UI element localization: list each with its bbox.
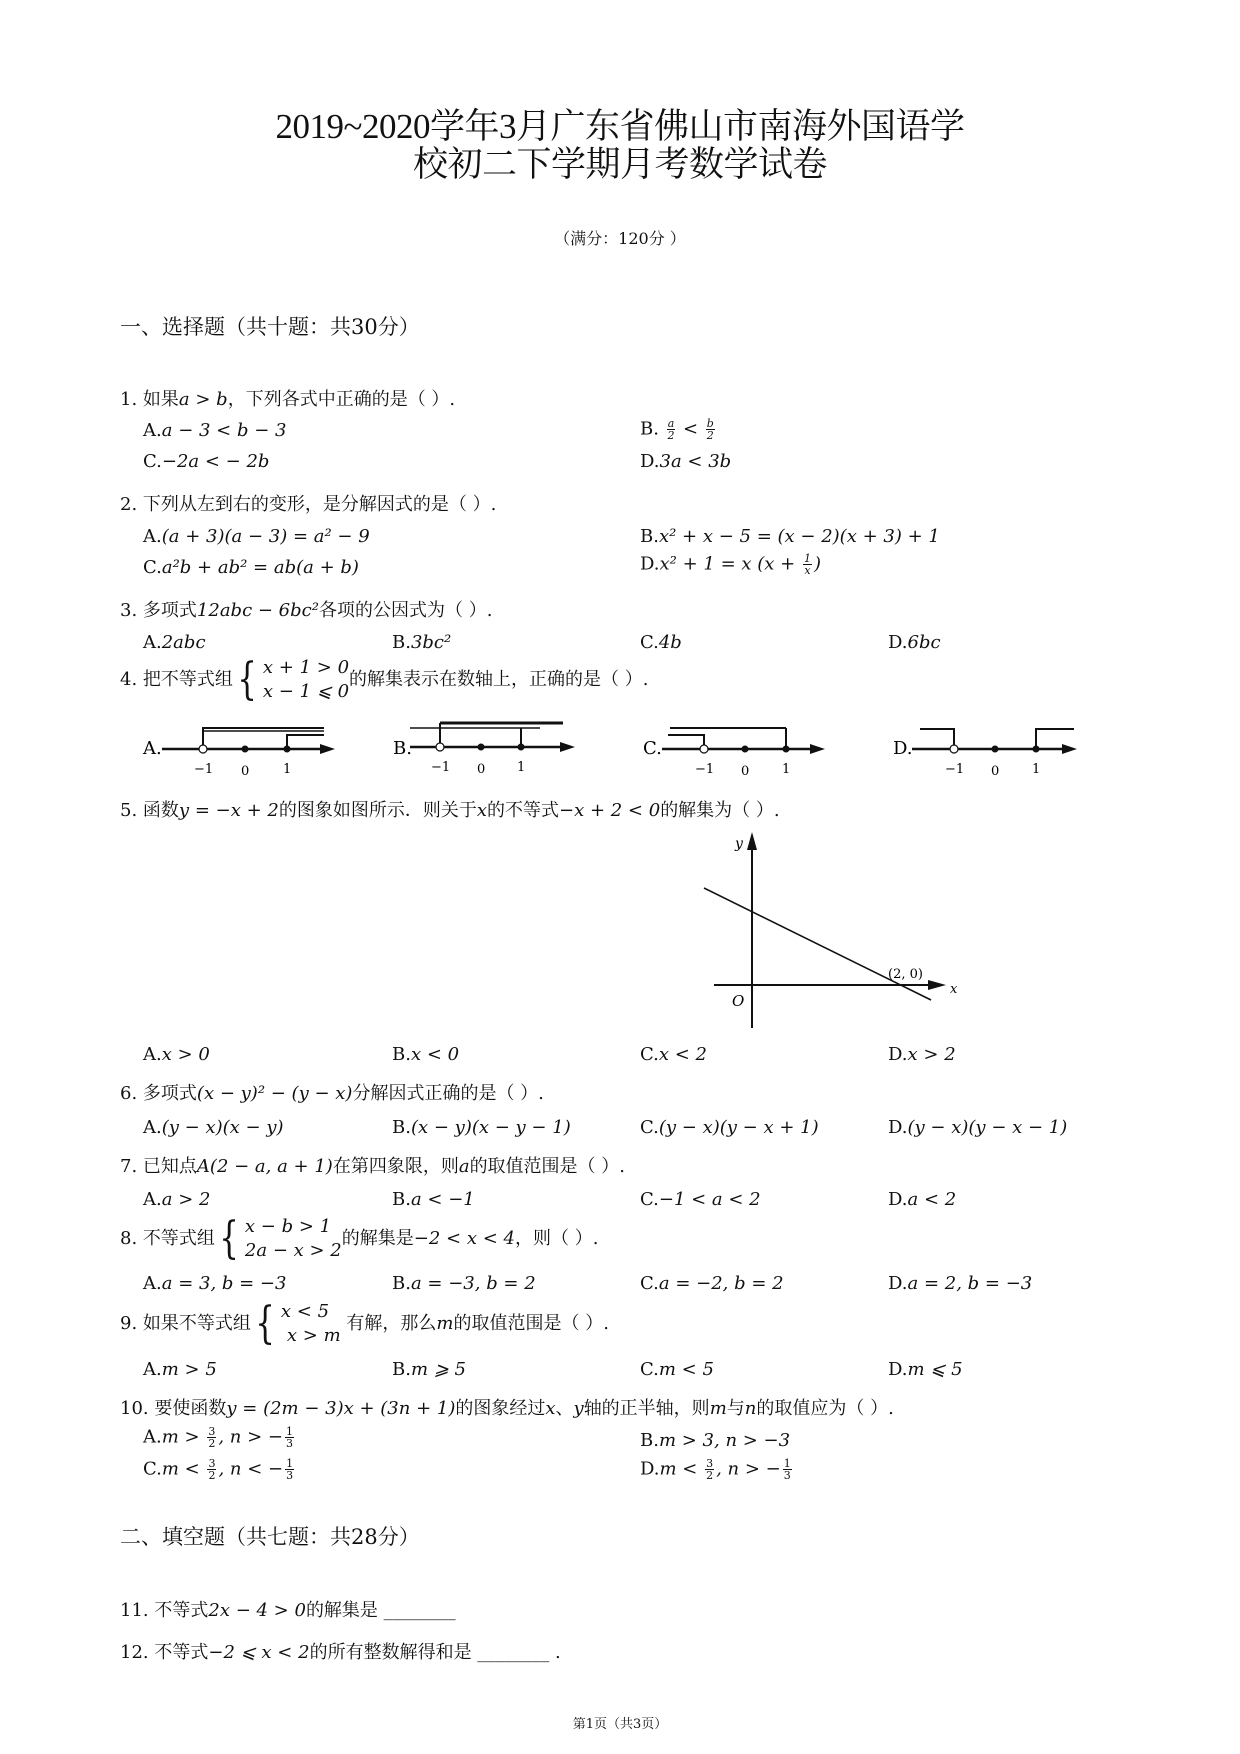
q9-option-d[interactable]: D.m ⩽ 5 [888, 1359, 963, 1380]
question-8: 8. 不等式组 { x − b > 1 2a − x > 2 的解集是−2 < x < 4，则（ ）. [120, 1213, 599, 1264]
question-6: 6. 多项式(x − y)² − (y − x)分解因式正确的是（ ）. [120, 1083, 544, 1104]
q6-option-a[interactable]: A.(y − x)(x − y) [143, 1117, 284, 1138]
q8-option-c[interactable]: C.a = −2, b = 2 [640, 1273, 784, 1294]
inequality-system: { x < 5 x > m [255, 1298, 341, 1349]
svg-text:C.: C. [643, 738, 662, 759]
question-10: 10. 要使函数y = (2m − 3)x + (3n + 1)的图象经过x、y轴的正半轴，则m与n的取值应为（ ）. [120, 1398, 894, 1419]
answer-blank[interactable]: 的解集是 ________ [305, 1600, 456, 1621]
q6-option-c[interactable]: C.(y − x)(y − x + 1) [640, 1117, 819, 1138]
svg-text:1: 1 [782, 762, 791, 777]
question-2: 2. 下列从左到右的变形，是分解因式的是（ ）. [120, 494, 497, 515]
q3-option-a[interactable]: A.2abc [143, 632, 206, 653]
svg-text:0: 0 [991, 764, 1000, 779]
svg-text:1: 1 [517, 760, 526, 775]
q7-option-a[interactable]: A.a > 2 [143, 1189, 211, 1210]
svg-text:y: y [735, 836, 743, 852]
svg-text:x: x [950, 982, 958, 997]
q7-option-c[interactable]: C.−1 < a < 2 [640, 1189, 761, 1210]
q4-option-c-number-line[interactable] [640, 720, 840, 780]
full-score: （满分：120分 ） [554, 229, 686, 248]
q1-option-d[interactable]: D.3a < 3b [640, 451, 732, 472]
question-7: 7. 已知点A(2 − a, a + 1)在第四象限，则a的取值范围是（ ）. [120, 1156, 626, 1177]
section-heading-multiple-choice: 一、选择题（共十题：共30分） [120, 315, 420, 339]
q1-option-a[interactable]: A.a − 3 < b − 3 [143, 420, 287, 441]
svg-text:−1: −1 [945, 762, 965, 777]
q2-option-a[interactable]: A.(a + 3)(a − 3) = a² − 9 [143, 526, 370, 547]
question-12: 12. 不等式−2 ⩽ x < 2的所有整数解得和是 ________ . [120, 1642, 561, 1663]
svg-text:−1: −1 [695, 762, 715, 777]
svg-text:A.: A. [143, 738, 162, 759]
svg-text:0: 0 [241, 764, 250, 779]
question-number: 1. [120, 389, 138, 410]
q9-option-a[interactable]: A.m > 5 [143, 1359, 217, 1380]
q8-option-b[interactable]: B.a = −3, b = 2 [392, 1273, 536, 1294]
q5-linear-function-graph [700, 830, 960, 1030]
svg-text:O: O [732, 992, 745, 1010]
q10-option-a[interactable]: A.m > $\frac{3}{2}$ , n > − $\frac{1}{3}$ [143, 1425, 293, 1450]
q1-option-b[interactable]: B. $\frac{a}{2}$ < $\frac{b}{2}$ [640, 417, 714, 442]
svg-text:1: 1 [1032, 762, 1041, 777]
q10-option-d[interactable]: D.m < $\frac{3}{2}$ , n > − $\frac{1}{3}$ [640, 1457, 791, 1482]
q4-option-a-number-line[interactable] [140, 720, 340, 780]
svg-text:0: 0 [477, 762, 486, 777]
svg-text:B.: B. [393, 738, 412, 759]
q8-option-a[interactable]: A.a = 3, b = −3 [143, 1273, 287, 1294]
q10-option-c[interactable]: C.m < $\frac{3}{2}$ , n < − $\frac{1}{3}$ [143, 1457, 294, 1482]
q2-option-d[interactable]: D.x² + 1 = x (x + $\frac{1}{x}$ ) [640, 552, 821, 577]
q5-option-b[interactable]: B.x < 0 [392, 1044, 460, 1065]
q5-option-c[interactable]: C.x < 2 [640, 1044, 707, 1065]
q7-option-b[interactable]: B.a < −1 [392, 1189, 475, 1210]
q2-option-b[interactable]: B.x² + x − 5 = (x − 2)(x + 3) + 1 [640, 526, 940, 547]
q3-option-d[interactable]: D.6bc [888, 632, 941, 653]
q9-option-b[interactable]: B.m ⩾ 5 [392, 1359, 466, 1380]
question-9: 9. 如果不等式组 { x < 5 x > m 有解，那么m的取值范围是（ ）. [120, 1298, 609, 1349]
question-11: 11. 不等式2x − 4 > 0的解集是 ________ [120, 1600, 456, 1621]
q5-option-a[interactable]: A.x > 0 [143, 1044, 210, 1065]
q2-option-c[interactable]: C.a²b + ab² = ab(a + b) [143, 557, 359, 578]
q6-option-b[interactable]: B.(x − y)(x − y − 1) [392, 1117, 571, 1138]
inequality-system: { x + 1 > 0 x − 1 ⩽ 0 [237, 654, 350, 705]
q4-option-d-number-line[interactable] [890, 720, 1090, 780]
svg-text:−1: −1 [431, 760, 451, 775]
q8-option-d[interactable]: D.a = 2, b = −3 [888, 1273, 1033, 1294]
question-3: 3. 多项式12abc − 6bc²各项的公因式为（ ）. [120, 600, 493, 621]
inequality-system: { x − b > 1 2a − x > 2 [219, 1213, 342, 1264]
question-1: 1. 如果a > b，下列各式中正确的是（ ）. [120, 389, 456, 410]
q6-option-d[interactable]: D.(y − x)(y − x − 1) [888, 1117, 1068, 1138]
section-heading-fill-in-blank: 二、填空题（共七题：共28分） [120, 1525, 420, 1549]
exam-title-line1: 2019~2020学年3月广东省佛山市南海外国语学 [275, 107, 965, 146]
q9-option-c[interactable]: C.m < 5 [640, 1359, 714, 1380]
answer-blank[interactable]: 的所有整数解得和是 ________ . [309, 1642, 561, 1663]
q7-option-d[interactable]: D.a < 2 [888, 1189, 957, 1210]
svg-text:0: 0 [741, 764, 750, 779]
q3-option-c[interactable]: C.4b [640, 632, 682, 653]
question-5: 5. 函数y = −x + 2的图象如图所示．则关于x的不等式−x + 2 < 0的解集为（ ）. [120, 800, 780, 821]
q10-option-b[interactable]: B.m > 3, n > −3 [640, 1430, 791, 1451]
q5-option-d[interactable]: D.x > 2 [888, 1044, 956, 1065]
svg-text:1: 1 [283, 762, 292, 777]
page-number: 第1页（共3页） [572, 1717, 668, 1732]
q3-option-b[interactable]: B.3bc² [392, 632, 452, 653]
svg-text:−1: −1 [194, 762, 214, 777]
q1-option-c[interactable]: C.−2a < − 2b [143, 451, 270, 472]
q4-option-b-number-line[interactable] [390, 720, 590, 780]
svg-text:D.: D. [893, 738, 913, 759]
exam-title-line2: 校初二下学期月考数学试卷 [412, 145, 827, 184]
question-4: 4. 把不等式组 { x + 1 > 0 x − 1 ⩽ 0 的解集表示在数轴上，正确的是（ ）. [120, 654, 649, 705]
svg-text:(2, 0): (2, 0) [888, 967, 923, 982]
